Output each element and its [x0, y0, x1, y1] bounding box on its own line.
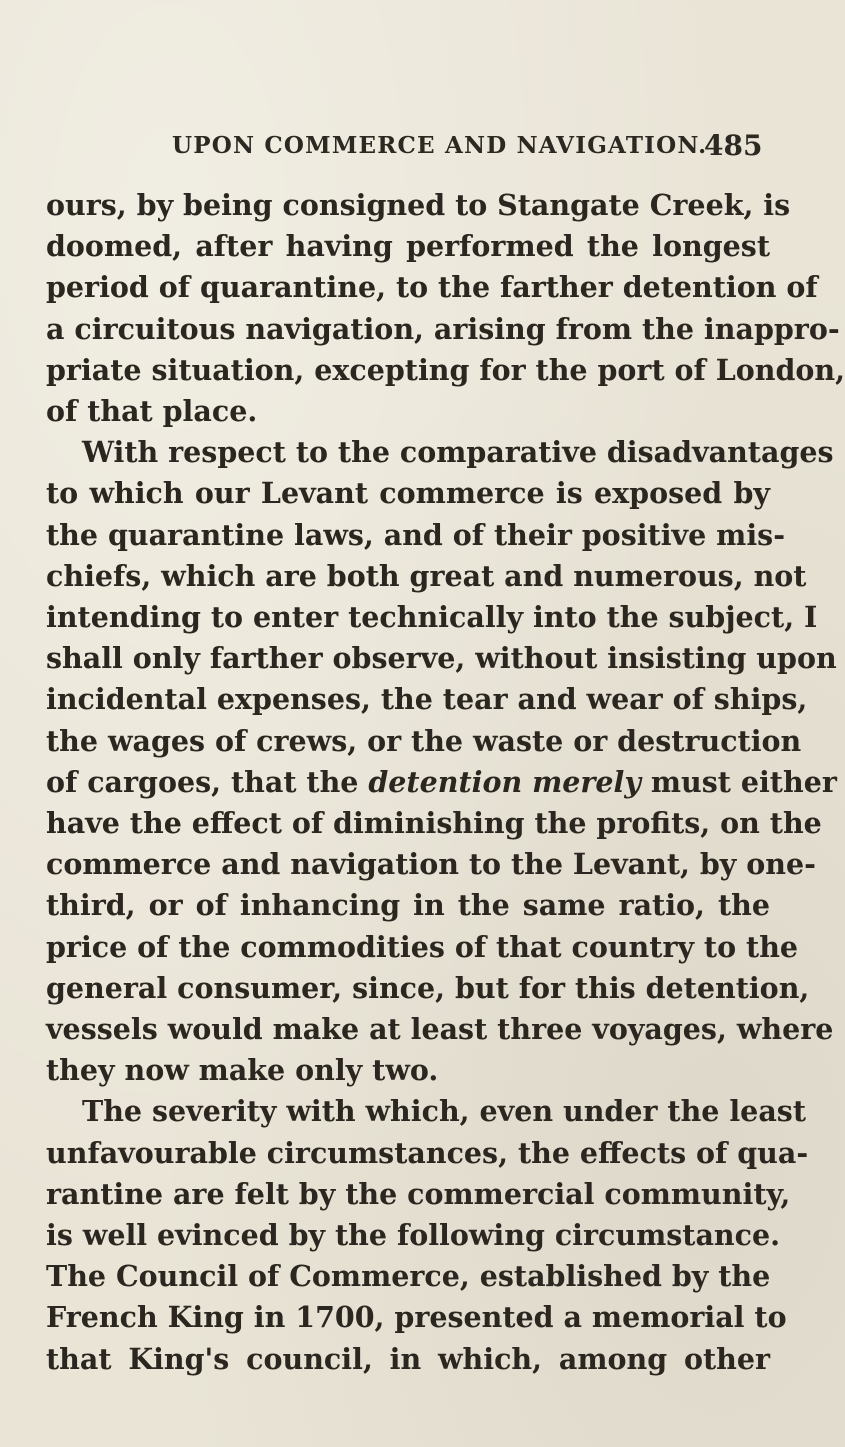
running-head	[0, 129, 800, 172]
text-line: priate situation, excepting for the port of London,	[46, 352, 845, 387]
text-line: of cargoes, that the detention merely must either	[46, 764, 837, 799]
text-line: unfavourable circumstances, the effects of qua-	[46, 1135, 809, 1170]
text-line: the quarantine laws, and of their positive mis-	[46, 517, 786, 552]
text-line: ours, by being consigned to Stangate Creek, is	[46, 188, 791, 222]
text-line: price of the commodities of that country to the	[46, 929, 799, 964]
text-line: vessels would make at least three voyages, where	[46, 1012, 834, 1047]
text-line: With respect to the comparative disadvantages	[82, 435, 834, 470]
text-line: is well evinced by the following circumstance.	[46, 1218, 781, 1253]
text-line: French King in 1700, presented a memorial to	[46, 1300, 787, 1335]
text-line: doomed, after having performed the longest	[46, 229, 770, 264]
text-line: shall only farther observe, without insisting upon	[46, 641, 837, 676]
text-line: the wages of crews, or the waste or destruction	[46, 723, 802, 758]
text-line: intending to enter technically into the subject, I	[46, 600, 818, 635]
text-line: a circuitous navigation, arising from the inappro-	[46, 311, 840, 346]
text-line: general consumer, since, but for this detention,	[46, 970, 810, 1005]
text-line: The severity with which, even under the least	[82, 1094, 806, 1129]
text-line: have the effect of diminishing the profits, on the	[46, 806, 822, 841]
text-line: commerce and navigation to the Levant, by one-	[46, 847, 816, 882]
emphasis-text: detention merely	[368, 764, 641, 799]
text-line: they now make only two.	[46, 1053, 439, 1088]
running-title: UPON COMMERCE AND NAVIGATION.	[172, 132, 708, 159]
text-line: that King's council, in which, among other	[46, 1341, 770, 1376]
text-line: rantine are felt by the commercial community,	[46, 1176, 791, 1211]
body-text	[46, 185, 845, 1380]
text-line: period of quarantine, to the farther detention of	[46, 270, 818, 305]
text-line: The Council of Commerce, established by the	[46, 1259, 771, 1294]
text-line: to which our Levant commerce is exposed by	[46, 476, 770, 511]
text-line: of that place.	[46, 394, 258, 429]
text-line: incidental expenses, the tear and wear of ships,	[46, 682, 808, 717]
text-line: third, or of inhancing in the same ratio, the	[46, 888, 770, 923]
page-number: 485	[704, 129, 763, 162]
text-line: chiefs, which are both great and numerous, not	[46, 558, 807, 593]
